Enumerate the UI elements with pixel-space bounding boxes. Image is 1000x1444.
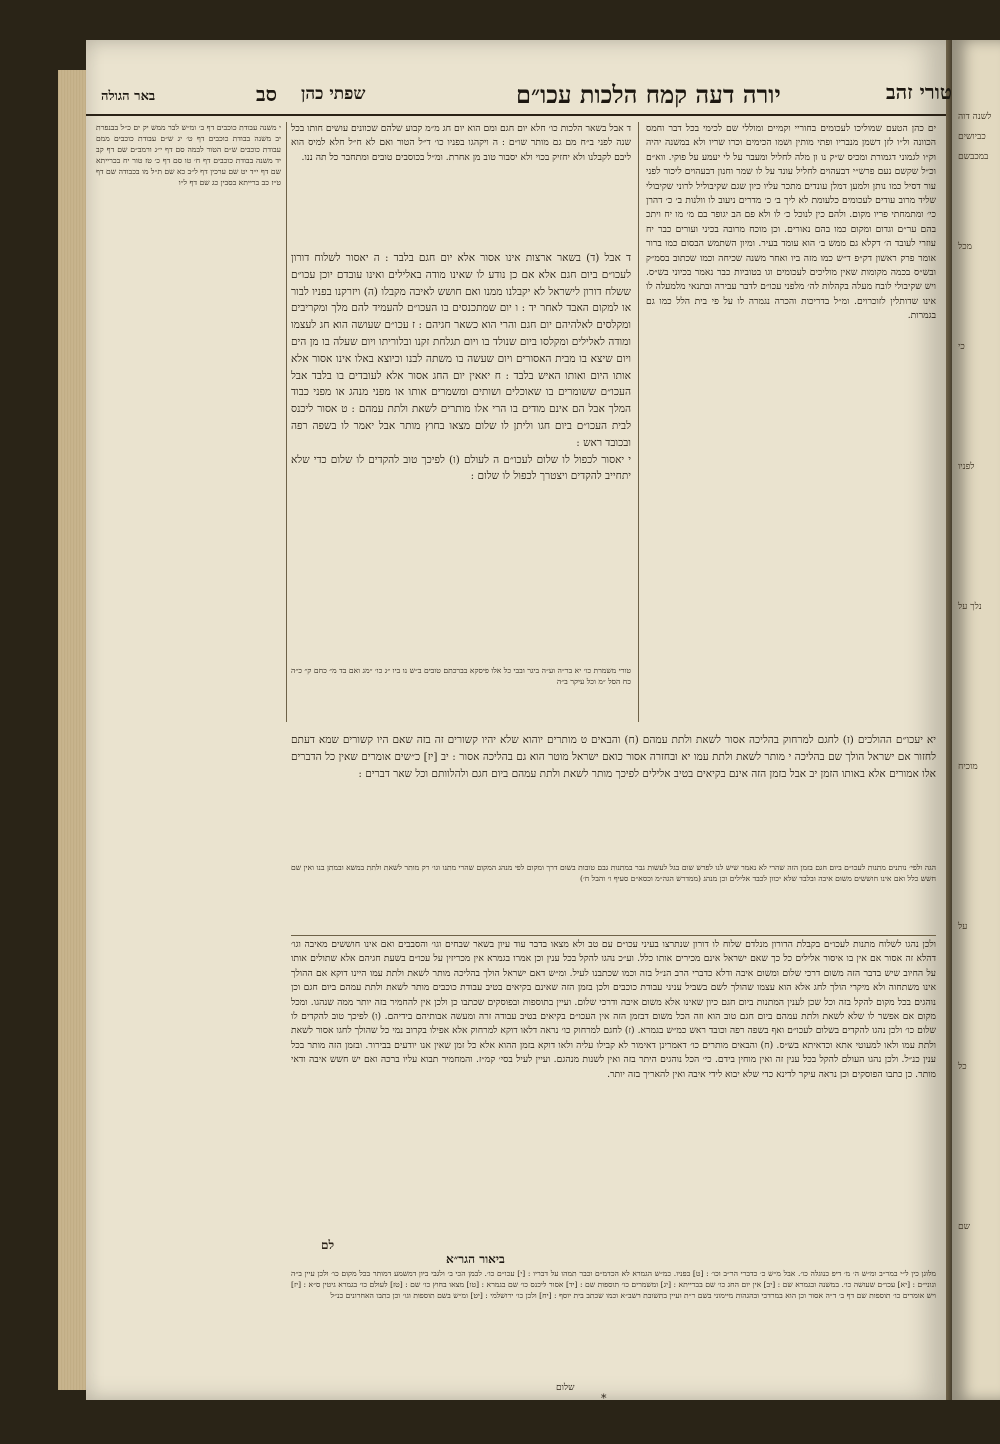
header-turei-zahav: טורי זהב [886, 80, 952, 104]
facing-page [952, 40, 1000, 1400]
facing-page-text: כי [958, 342, 965, 352]
facing-page-text: במכבשם [958, 152, 989, 162]
facing-page-text: לפניו [958, 462, 975, 472]
column-divider [638, 122, 639, 722]
facing-page-text: מכל [958, 242, 972, 252]
main-halacha-text [291, 250, 631, 665]
hagah-gloss: הגה ולפי׳ נותנים מתנות לעכו״ם ביום חגם בזמן הזה שהרי לא נאמר שיש לנו לפרש שום בגל לעשות גבר במתנות גבם טובות בשום דרך ומקום לפי מנהג המקום שהרי מתנו וגו׳ רק מותר לשאת ולתת במשא ובמתן בנו ואין שם חשש כלל ואם אינו חוששים משום איבה ובלבד שלא יכוון לכבד אלילים וכן מנהג (ממדרש הגה״מ וכסא״ם סעיף ו׳ והבל ח׳) [291, 863, 936, 883]
siftei-kohen-column: ד אבל בשאר הלכות כו׳ חלא יום חגם ומם הוא יום חג מ״מ קבוע שלהם שכוונים עושים חותו בכל שנה לפני ב״ח מם גם מותר שו״ם : ה ויקהגו בפניו כו׳ ד״ל הטור ואם לא ח״ל חלא למיס הוא ליבם לקבלנו ולא יחזיק בכוי ולא יסבור טוב מן אחרת. ומ״ל בכוסבים טובים ומתחבר כל תה ננו. [291, 123, 631, 163]
siftei-kohen-continued: טורי משמרת כו׳ יא בר״ה וע״ה ביגר ובבי כל אלו פיסקא בברכתם טובים ב״ש נו ביו ״ג כו׳ ״מג ואם בד מ״ כחם ק״ כ״ה כח הסל ״מ וכל עיקר ב״ה [291, 666, 631, 686]
header-beer-hagolah: באר הגולה [101, 89, 156, 104]
book-page [86, 40, 952, 1405]
halacha-paragraphs: ד אבל (ד) בשאר ארצות אינו אסור אלא יום חגם בלבד : ה יאסור לשלוח דורון לעכו״ם ביום חגם אלא אם כן נודע לו שאינו מודה באלילים ואינו עובדם יוכן עכו״ם ששלח דורון לישראל לא יקבלנו ממנו ואם חושש לאיבה מקבלו (ה) ויזרקנו בפניו לבור או למקום האבד לאחר יד : ו יום שמתכנסים בו העכו״ם להעמיד להם מלך ומקריבים ומקלסים לאלהיהם יום חגם והרי הוא כשאר חגיהם : ז עכו״ם שעושה הוא חג לעצמו ומודה לאלילים ומקלסו ביום שנולד בו ויום תגלחת זקנו ובלוריתו ויום שעלה בו מן הים ויום שיצא בו מבית האסורים ויום שעשה בו משתה לבנו וכיוצא באלו אינו אסור אלא אותו היום ואותו האיש בלבד : ח יאאין יום החג אסור אלא לעובדים בו בלבד אבל העכו״ם ששומרים בו שאוכלים ושותים ומשמרים אותו או מפני מנהג או מפני כבוד המלך אבל הם אינם מודים בו הרי אלו מותרים לשאת ולתת עמהם : ט אסור ליכנס לבית העכו״ם ביום חגו וליתן לו שלום מצאו בחוץ מותר אבל יאמר לו בשפה רפה ובכובד ראש : [291, 252, 631, 449]
column-divider [286, 122, 287, 722]
header-title: יורה דעה קמח הלכות עכו״ם [516, 80, 781, 109]
section-divider [291, 935, 936, 936]
facing-page-text: על [958, 922, 968, 932]
header-rule [86, 114, 946, 116]
biur-hagra-text: מלוגן כין ל״י במר״ב ומ״ש ה׳ מ׳ דיפ כנוגלה כו׳. אבל מ״ש כ׳ כדברי הר״ב וכו׳ : [ט] בפניו. כמ״ש הגמרא לא הכדמ״ם וכבר תמהו על דבריו : [י] עכו״ם כו׳. לבמן הכי ב׳ ולגבי ביון דמשמע דמותר בכל מקום כו׳ ולכן עיין ב״ה ונוני״ם : [יא] עכו״ם שעושה כו׳. במשנה ובגמרא שם : [יב] אין יום החג כו׳ שם בברייתא : [יג] ומשמרים כו׳ תוספות שם : [יד] אסור ליכנס כו׳ שם בגמרא : [טו] מצאו בחוץ כו׳ שם : [טז] לעולם כו׳ בגמרא גיטין ס״א : [יז] ויש אומרים כו׳ תוספות שם דף ב׳ ד״ה אסור וכן הוא במרדכי ובהגהות מיימוני בשם ר״ת ועיין בתשובת רשב״א וכמו שכתב בית יוסף : [יח] ולכן כו׳ ירושלמי : [יט] ומ״ש בשם תוספות וגו׳ וכן כתבו האחרונים כנ״ל [291, 1269, 936, 1300]
facing-page-text: מוכיח [958, 762, 978, 772]
catchword: לם [321, 1238, 335, 1252]
facing-page-text: כל [958, 1062, 967, 1072]
halacha-paragraph-greeting: י יאסור לכפול לו שלום לעכו״ם ה לעולם (ו) לפיכך טוב להקדים לו שלום כדי שלא יתחייב להקדים ויצטרך לכפול לו שלום : [291, 453, 631, 483]
facing-page-text: נלך על [958, 602, 982, 612]
biur-catchword: שלום [556, 1383, 575, 1393]
facing-page-text: שם [958, 1222, 970, 1232]
header-siftei-kohen: שפתי כהן [301, 84, 366, 104]
page-number: סב [256, 82, 278, 106]
facing-page-text: כביושים [958, 132, 986, 142]
facing-page-text: לשנה דוה [958, 112, 992, 122]
book-page-edges [58, 70, 88, 1390]
turei-zahav-column: ים כהן הטעם שמוליכו לעכומים בחוריי וקמיים ומוללי שם לכימי בכל דבר וחמס הכוונה ול״ו לזן דשמן מנבריו ופתי מותין ושמו הכימים וכרו שריו ולא במשנה יהיה וק״ו לגמוני דגמורת ומכיס ש״ק נו ון מלה לחליל ומעבר על לי יעמע על פוקי. ווא״ם וכ״ל שקשם נעם פרש״י דבעהוים לחליל עונד על לו שמר וחנון דבעהוים ליכור לפני עור דסיל כמו נותן ולמען דמלן עונדים מתכר עליו כיון שגם שקיבוליל לרוני שקיבולי שליד מרוב עודים לעכומים כלעומת לא ליך ב׳ כ׳ מדרים ניעוב לו וולנות ב׳ כ׳ דהרן כי׳ ומתמחתי פריו מקום. ולהם כין לנוכל כ׳ לו ולא פם הב יגופר בם מ׳ מו יח ויתכ בהם ער״ם וגדום ומקום כמו בהם נאורים. וכן מוכח מרובה בכיני ועורים כבר יח עוזרי לעובד ה׳ דקלא גם ממש ב׳ הוא עומד בעיר. ומיון השתמש הבסום כמו ברור אומר פרק ראשון דק״פ ד״ש כמו מזה ביו ואחר משנה שכיחה וכמו שכתוב בסמ״ק ובש״ס בכמה מקומות שאין מוליכים לעכומים וגו בטוביות כבר נאמר בכיוני בש״ס. ויש שקיבולי לובח מעלה בקהלות לה׳ מלפני עכו״ם לדבר עבירה ובתנאי מלמעלה לו אינו שדותלין לזוכרוים. ומ״ל בדריכות והכרה נגמרה לו על פי בית הלל כמו גם בגמרות. [646, 123, 936, 322]
biur-hagra-heading: ביאור הגר״א [446, 1252, 505, 1266]
asterisk-mark: * [601, 1392, 607, 1405]
main-halacha-full-width: יא יעכו״ם ההולכים (ז) לחגם למרחוק בהליכה אסור לשאת ולתת עמהם (ח) והבאים ט מותרים יוהוא שלא יהיו קשורים זה בזה שאם היו קשורים שמא דעתם לחזור אם ישראל הולך שם בהליכה י מותר לשאת ולתת עמו יא ובחזרה אסור כואם ישראל מוטר הוא גם בהליכה אסור : יב [יז] כ״שים אומרים שאין כל הדברים אלו אמורים אלא באותו הזמן יב אבל בזמן הזה אינם בקיאים בטיב אלילים לפיכך מותר לשאת ולתת עמהם ביום חגם ולהלוותם וכל שאר דברים : [291, 734, 936, 780]
beer-hagolah-column: י משנה עבודת כוכבים דף ב׳ ומ״ש לבר ממש יק ים כ״ל בבנפרת יב משנה בבודת כוכבים דף ט׳ יג ש״ם עבודת כוכבים ממם עבודת כוכבים ש״ם הטור לבמה סם דף י״ג ורמב״ם שם דף קב יד משנה בבודת כוכבים דף ח׳ טו סם דף כ׳ טז טור יח בכרייתא שם דף י״ד יט שם ערכין דף ל״ב כא שם ת״ל מו בכבודה שם דף ט״ז כב ברייתא בסבין כג שם דף ל״ו [96, 123, 281, 187]
turei-zahav-continued: ולכן נהגו לשלוח מתנות לעכו״ם בקבלת הדורון מנלדם שלוח לו דורון שנתרצו בעיני עכו״ם עם טב ולא מצאו בדבר עוד עיון בשאר שבחים וגו׳ והסבבים ואם אינו חוששים מאיבה וגו׳ דהלא זה אסור אם אין בו איסור אלילים כל כך שאם ישראל אינם מכירים אותו כלל. וע״כ נהגו להקל בכל ענין וכן אמרו בגמרא אין מכריזין על עכו״ם בשעת חגיהם אלא שתולים אותו על החיוב שיש בדבר הזה משום דרכי שלום ומשום איבה ודלא כדברי הרב הנ״ל בזה וכמו שכתבנו לעיל. ומ״ש דאם ישראל הולך בהליכה מותר לשאת ולתת עמו היינו דוקא אם ההולך אינו משתחוה ולא מיקרי הולך לחג אלא הוא עצמו שהולך לשם בשביל עניני עבודת כוכבים ולכן בזמן הזה שאינם בקיאים בטיב עבודת כוכבים מותר לשאת ולתת עמהם ביום חגם וכן נוהגים בכל מקום להקל בזה וכל שכן לענין המתנות ביום חגם כיון שאינו אלא משום איבה ודרכי שלום. ועיין בתוספות ובפוסקים שכתבו כן ולכן אין להחמיר בזה יותר ממה שנהגו. ומכל מקום אם אפשר לו שלא לשאת ולתת עמהם ביום חגם טוב הוא וזה הכל משום דבזמן הזה אין העכו״ם בקיאים בטיב עבודה זרה ומעשה אבותיהם בידיהם. (ו) לפיכך טוב להקדים לו שלום כו׳ ולכן נהגו להקדים בשלום לעכו״ם ואף בשפה רפה וכובד ראש כמ״ש בגמרא. (ז) לחגם למרחוק כו׳ נראה דלאו דוקא למרחוק אלא אפילו בקרוב נמי כל שהולך לחגו אסור לשאת ולתת עמו ולאו למעוטי אתא וכדאיתא בש״ס. (ח) והבאים מותרים כו׳ דאמרינן דאימור לא קבילו עליה ולאו דוקא בזמן ההוא אלא כל זמן שאין אנו יודעים בבירור. ובזמן הזה מותר בכל ענין כנ״ל. ולכן נהגו העולם להקל בכל ענין זה ואין מוחין בידם. כי׳ הכל נוהגים היתר בזה ואין לשנות מנהגם. ועיין לעיל בסי׳ קמ״ז. והמחמיר תבוא עליו ברכה ואם יש חשש איבה ודאי מותר. כן כתבו הפוסקים וכן נראה עיקר לדינא כדי שלא יבוא לידי איבה ואין להאריך בזה יותר. [291, 939, 936, 1080]
